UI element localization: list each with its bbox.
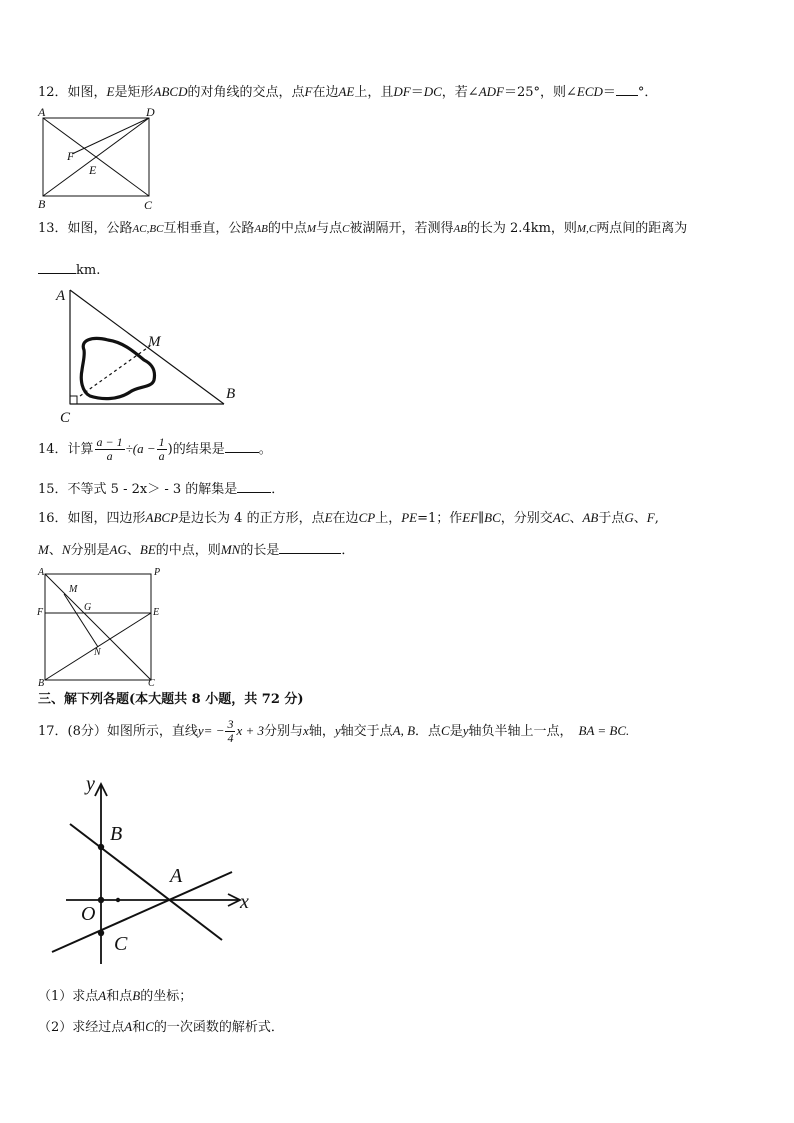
q16-label-b: B <box>38 678 45 689</box>
q16-text-line2: M、N分别是AG、BE的中点，则MN的长是 ． <box>38 542 355 558</box>
q17-text: 17．(8分）如图所示，直线y= − $\frac{3}{4}$ x + 3分别与x轴，y轴交于点A, B．点C是y轴负半轴上一点， BA = BC. <box>38 717 630 745</box>
q13-label-a: A <box>56 288 66 304</box>
q17-point-c <box>98 930 104 936</box>
q12-answer-blank[interactable] <box>616 82 638 96</box>
q16-label-m: M <box>69 584 78 595</box>
q16-diagonal-ac <box>45 574 151 680</box>
q16-segment-mn <box>64 594 98 647</box>
q14-answer-blank[interactable] <box>225 439 259 453</box>
q13-figure <box>52 284 248 424</box>
q13-text-line2: km. <box>38 260 100 280</box>
q17-sub2: （2）求经过点A和C的一次函数的解析式． <box>38 1019 284 1035</box>
q16-label-g: G <box>84 602 92 613</box>
q14-fraction-2: $\frac{1}{a}$ <box>158 435 165 463</box>
q15-text: 15．不等式 5 - 2x＞ - 3 的解集是 ． <box>38 479 284 499</box>
q12-label-f: F <box>67 149 75 163</box>
section-3-title: 三、解下列各题(本大题共 8 小题，共 72 分) <box>38 692 304 707</box>
q17-label-a: A <box>170 865 183 887</box>
q17-label-b: B <box>110 823 123 845</box>
q14-text: 14．计算 $\frac{a - 1}{a}$ ÷(a − $\frac{1}{a}$ )的结果是 。 <box>38 435 272 463</box>
q17-line-ac <box>52 872 232 952</box>
q17-point-o <box>98 897 104 903</box>
q12-label-c: C <box>144 198 153 212</box>
q12-text: 12．如图，E是矩形ABCD的对角线的交点，点F在边AE上，且DF＝DC，若∠ADF＝25°，则∠ECD＝ °． <box>38 84 658 100</box>
q12-label-b: B <box>38 197 46 211</box>
q13-label-c: C <box>60 410 71 426</box>
q13-lake <box>81 338 154 398</box>
q16-text-line1: 16．如图，四边形ABCP是边长为 4 的正方形，点E在边CP上，PE=1；作EF∥BC，分别交AC、AB于点G、F, <box>38 510 659 526</box>
q17-label-y: y <box>86 773 95 795</box>
q16-label-n: N <box>94 647 101 658</box>
q16-label-c: C <box>148 678 155 689</box>
q13-text-line1: 13．如图，公路AC,BC互相垂直，公路AB的中点M与点C被湖隔开，若测得AB的长为 2.4km，则M,C两点间的距离为 <box>38 221 688 236</box>
q14-fraction-1: $\frac{a - 1}{a}$ <box>96 435 123 463</box>
q16-label-a: A <box>38 567 45 578</box>
q12-figure <box>36 106 162 214</box>
q16-answer-blank[interactable] <box>279 540 341 554</box>
q17-tick-mark <box>116 898 120 902</box>
q17-point-b <box>98 844 104 850</box>
q12-label-e: E <box>89 163 97 177</box>
q16-label-p: P <box>154 567 161 578</box>
q17-label-o: O <box>81 903 96 925</box>
q13-answer-blank[interactable] <box>38 260 76 274</box>
q13-label-b: B <box>226 386 236 402</box>
q16-label-f: F <box>37 607 44 618</box>
q17-label-c: C <box>114 933 128 955</box>
q16-label-e: E <box>153 607 160 618</box>
q17-sub1: （1）求点A和点B的坐标； <box>38 988 193 1004</box>
q12-label-a: A <box>38 105 46 119</box>
q17-label-x: x <box>240 891 249 913</box>
q13-right-angle <box>70 396 77 404</box>
q17-slope-fraction: $\frac{3}{4}$ <box>227 717 234 745</box>
q12-segment-df <box>72 118 149 154</box>
q13-label-m: M <box>148 334 161 350</box>
q12-label-d: D <box>146 105 155 119</box>
q16-figure <box>36 564 166 688</box>
q17-figure <box>48 768 258 968</box>
q15-answer-blank[interactable] <box>237 479 271 493</box>
